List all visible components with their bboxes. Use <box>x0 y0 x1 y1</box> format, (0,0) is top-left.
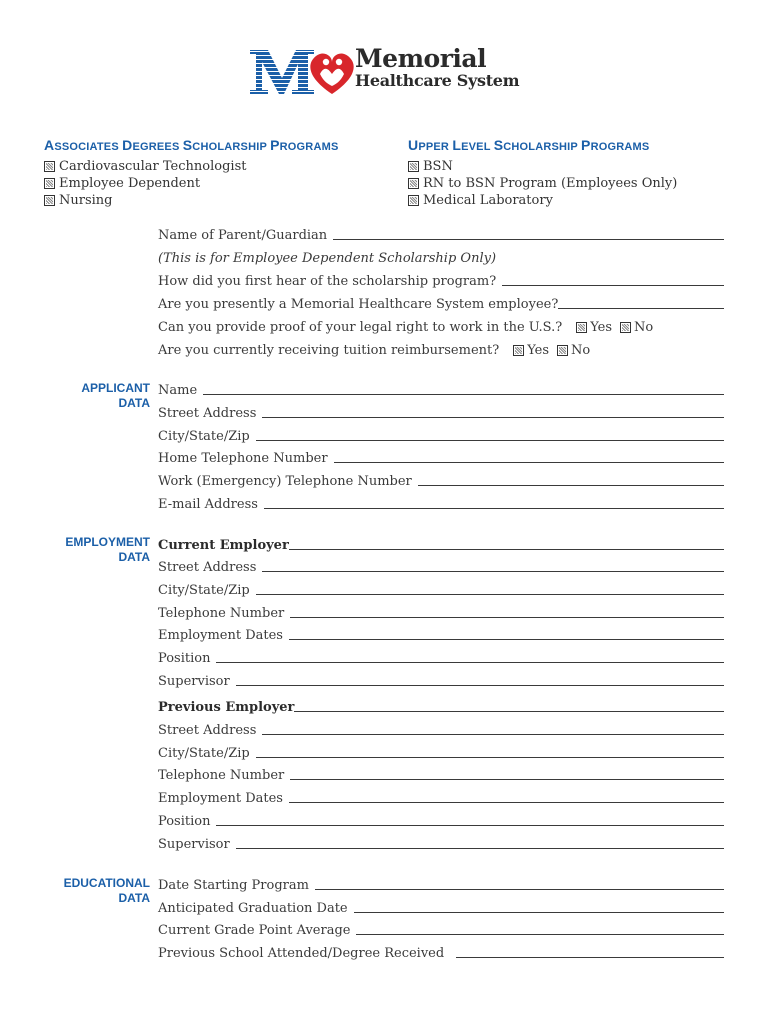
current-street-field[interactable] <box>158 557 724 575</box>
logo-name-line1: Memorial <box>355 44 487 73</box>
option-label: No <box>634 320 654 335</box>
legal-right-question <box>158 317 724 335</box>
heading-cap: S <box>493 137 504 153</box>
checkbox[interactable] <box>44 178 55 189</box>
parent-guardian-field[interactable] <box>158 225 724 243</box>
field-label: Employment Dates <box>158 628 283 643</box>
program-option-cardiovascular[interactable] <box>44 158 246 175</box>
heading-rest: CHOLARSHIP <box>503 141 582 153</box>
current-supervisor-field[interactable] <box>158 671 724 689</box>
field-label: Date Starting Program <box>158 878 309 893</box>
fill-line[interactable] <box>262 417 724 418</box>
fill-line[interactable] <box>418 485 724 486</box>
fill-line[interactable] <box>256 757 724 758</box>
gpa-field[interactable] <box>158 920 724 938</box>
option-label: Nursing <box>59 193 113 208</box>
previous-city-field[interactable] <box>158 743 724 761</box>
previous-employer-field[interactable] <box>158 697 724 715</box>
educational-data-label <box>64 876 150 906</box>
fill-line[interactable] <box>289 802 724 803</box>
heading-cap: S <box>182 137 193 153</box>
previous-dates-field[interactable] <box>158 788 724 806</box>
field-label: City/State/Zip <box>158 429 250 444</box>
applicant-street-field[interactable] <box>158 403 724 421</box>
fill-line[interactable] <box>290 617 724 618</box>
employment-data-label <box>65 535 150 565</box>
field-label: Name of Parent/Guardian <box>158 228 328 243</box>
checkbox[interactable] <box>408 161 419 172</box>
section-label-line: DATA <box>118 396 150 410</box>
fill-line[interactable] <box>354 912 724 913</box>
associates-programs-heading <box>44 137 339 153</box>
fill-line[interactable] <box>289 639 724 640</box>
fill-line[interactable] <box>356 934 724 935</box>
heading-rest: EGREES <box>132 141 183 153</box>
heading-cap: D <box>122 137 133 153</box>
previous-supervisor-field[interactable] <box>158 834 724 852</box>
checkbox[interactable] <box>408 195 419 206</box>
applicant-email-field[interactable] <box>158 494 724 512</box>
current-dates-field[interactable] <box>158 625 724 643</box>
current-city-field[interactable] <box>158 580 724 598</box>
logo-name-line2: Healthcare System <box>355 71 520 90</box>
option-label: Yes <box>590 320 613 335</box>
heading-cap: L <box>452 137 462 153</box>
checkbox[interactable] <box>408 178 419 189</box>
heading-rest: ROGRAMS <box>590 141 650 153</box>
heading-rest: ROGRAMS <box>279 141 339 153</box>
field-label: Name <box>158 383 198 398</box>
field-label: Are you currently receiving tuition reimbursement? <box>158 343 500 358</box>
option-label: Yes <box>527 343 550 358</box>
graduation-date-field[interactable] <box>158 898 724 916</box>
fill-line[interactable] <box>236 685 724 686</box>
fill-line[interactable] <box>264 508 724 509</box>
field-label: Street Address <box>158 723 257 738</box>
heading-cap: U <box>408 137 419 153</box>
employee-question-field[interactable] <box>158 294 724 312</box>
checkbox[interactable] <box>576 322 587 333</box>
option-label: Employee Dependent <box>59 176 201 191</box>
field-label: Current Grade Point Average <box>158 923 351 938</box>
field-label: Are you presently a Memorial Healthcare System employee? <box>158 297 559 312</box>
field-label: Telephone Number <box>158 768 285 783</box>
applicant-name-field[interactable] <box>158 380 724 398</box>
tuition-question <box>158 340 724 358</box>
field-label: Telephone Number <box>158 606 285 621</box>
mh-heart-logo-icon <box>248 44 354 100</box>
hear-about-field[interactable] <box>158 271 724 289</box>
option-label: Cardiovascular Technologist <box>59 159 247 174</box>
fill-line[interactable] <box>216 825 724 826</box>
heading-rest: CHOLARSHIP <box>192 141 271 153</box>
legal-right-no[interactable] <box>620 320 653 335</box>
program-option-rn-to-bsn[interactable] <box>408 175 677 192</box>
upper-program-list <box>408 158 677 209</box>
field-label: Employment Dates <box>158 791 283 806</box>
checkbox[interactable] <box>44 195 55 206</box>
field-label: Previous School Attended/Degree Received <box>158 946 445 961</box>
field-label: Can you provide proof of your legal right to work in the U.S.? <box>158 320 563 335</box>
field-label: Street Address <box>158 406 257 421</box>
fill-line[interactable] <box>502 285 724 286</box>
field-label: Position <box>158 651 211 666</box>
section-label-line: EDUCATIONAL <box>63 876 150 890</box>
previous-position-field[interactable] <box>158 811 724 829</box>
fill-line[interactable] <box>456 957 724 958</box>
option-label: RN to BSN Program (Employees Only) <box>423 176 678 191</box>
field-label: E-mail Address <box>158 497 258 512</box>
section-label-line: EMPLOYMENT <box>65 535 150 549</box>
field-label: Home Telephone Number <box>158 451 328 466</box>
heading-rest: SSOCIATES <box>54 141 123 153</box>
fill-line[interactable] <box>290 779 724 780</box>
applicant-home-phone-field[interactable] <box>158 448 724 466</box>
previous-school-field[interactable] <box>158 943 724 961</box>
fill-line[interactable] <box>294 711 724 712</box>
dependent-note <box>158 248 724 266</box>
heading-cap: P <box>581 137 591 153</box>
field-label: Work (Emergency) Telephone Number <box>158 474 412 489</box>
fill-line[interactable] <box>236 848 724 849</box>
applicant-data-label <box>81 381 150 411</box>
section-label-line: APPLICANT <box>81 381 150 395</box>
associates-program-list <box>44 158 246 209</box>
program-option-bsn[interactable] <box>408 158 677 175</box>
tuition-yes[interactable] <box>513 343 549 358</box>
checkbox[interactable] <box>44 161 55 172</box>
field-label: Current Employer <box>158 538 289 553</box>
fill-line[interactable] <box>333 239 724 240</box>
field-label: Street Address <box>158 560 257 575</box>
fill-line[interactable] <box>262 734 724 735</box>
previous-phone-field[interactable] <box>158 765 724 783</box>
current-phone-field[interactable] <box>158 603 724 621</box>
heading-cap: A <box>44 137 55 153</box>
field-label: Anticipated Graduation Date <box>158 901 348 916</box>
heading-rest: PPER <box>418 141 453 153</box>
fill-line[interactable] <box>262 571 724 572</box>
checkbox[interactable] <box>557 345 568 356</box>
program-option-medical-laboratory[interactable] <box>408 192 677 209</box>
field-label: Supervisor <box>158 837 230 852</box>
fill-line[interactable] <box>216 662 724 663</box>
option-label: BSN <box>423 159 453 174</box>
field-label: Supervisor <box>158 674 230 689</box>
fill-line[interactable] <box>203 394 724 395</box>
section-label-line: DATA <box>118 550 150 564</box>
checkbox[interactable] <box>620 322 631 333</box>
field-label: How did you first hear of the scholarship program? <box>158 274 497 289</box>
note-text: (This is for Employee Dependent Scholarship Only) <box>158 251 497 266</box>
heading-rest: EVEL <box>461 141 494 153</box>
fill-line[interactable] <box>256 440 724 441</box>
legal-right-yes[interactable] <box>576 320 612 335</box>
fill-line[interactable] <box>558 308 724 309</box>
previous-street-field[interactable] <box>158 720 724 738</box>
heading-cap: P <box>270 137 280 153</box>
field-label: Position <box>158 814 211 829</box>
current-employer-field[interactable] <box>158 535 724 553</box>
fill-line[interactable] <box>334 462 724 463</box>
upper-level-programs-heading <box>408 137 649 153</box>
field-label: City/State/Zip <box>158 583 250 598</box>
fill-line[interactable] <box>289 549 724 550</box>
start-date-field[interactable] <box>158 875 724 893</box>
current-position-field[interactable] <box>158 648 724 666</box>
checkbox[interactable] <box>513 345 524 356</box>
program-option-employee-dependent[interactable] <box>44 175 246 192</box>
applicant-city-field[interactable] <box>158 426 724 444</box>
tuition-no[interactable] <box>557 343 590 358</box>
option-label: Medical Laboratory <box>423 193 553 208</box>
fill-line[interactable] <box>256 594 724 595</box>
option-label: No <box>571 343 591 358</box>
applicant-work-phone-field[interactable] <box>158 471 724 489</box>
memorial-logo <box>248 44 538 100</box>
field-label: City/State/Zip <box>158 746 250 761</box>
field-label: Previous Employer <box>158 700 295 715</box>
program-option-nursing[interactable] <box>44 192 246 209</box>
section-label-line: DATA <box>118 891 150 905</box>
fill-line[interactable] <box>315 889 724 890</box>
